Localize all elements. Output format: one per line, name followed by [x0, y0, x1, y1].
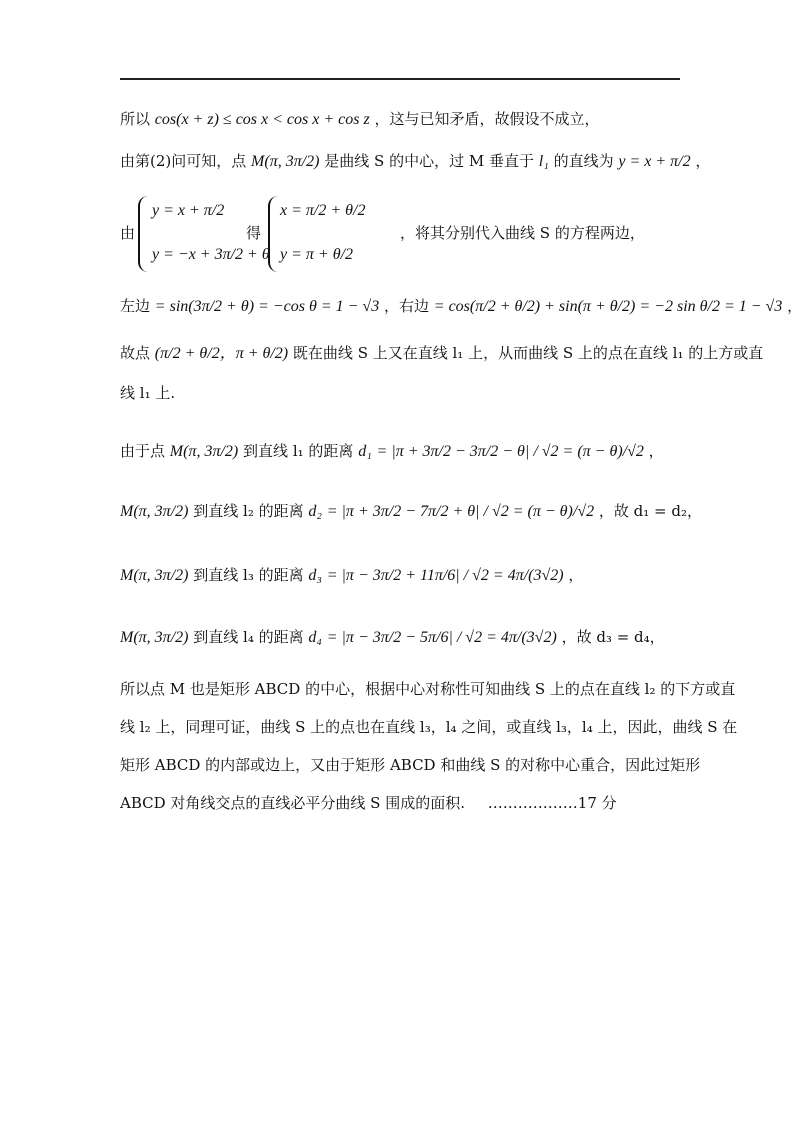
- d3-var: d₃: [308, 567, 322, 584]
- line2-end: ，: [695, 152, 711, 170]
- line4-left-label: 左边: [120, 297, 151, 315]
- conclusion-line-3: 矩形 ABCD 的内部或边上，又由于矩形 ABCD 和曲线 S 的对称中心重合，因此过矩形: [120, 756, 701, 774]
- system-eq1: y = x + π/2: [152, 202, 225, 219]
- line1-tail: ，这与已知矛盾，故假设不成立，: [374, 110, 600, 128]
- line-left-right: [120, 295, 802, 318]
- d3-mid: 到直线 l₃ 的距离: [193, 566, 304, 584]
- line2-tail: 的直线为: [553, 152, 614, 170]
- line-center-point: [120, 150, 710, 173]
- conclusion-line-1: 所以点 M 也是矩形 ABCD 的中心，根据中心对称性可知曲线 S 上的点在直线 l₂ 的下方或直: [120, 680, 736, 698]
- d1-var: d₁: [358, 443, 372, 460]
- d2-expr: = |π + 3π/2 − 7π/2 + θ| / √2 = (π − θ)/√2: [326, 503, 595, 520]
- line6: 线 l₁ 上.: [120, 384, 176, 402]
- line-distance-d2: [120, 500, 702, 523]
- line2-line-name: l₁: [538, 153, 549, 170]
- line2-point: M(π, 3π/2): [251, 153, 320, 170]
- line-point-on-curve: [120, 342, 763, 365]
- d2-mid: 到直线 l₂ 的距离: [193, 502, 304, 520]
- line-contradiction: [120, 108, 600, 131]
- line4-right-expr: = cos(π/2 + θ/2) + sin(π + θ/2) = −2 sin θ/2 = 1 − √3: [433, 298, 783, 315]
- d2-tail: ，故 d₁ = d₂，: [598, 502, 702, 520]
- d1-lead: 由于点: [120, 442, 166, 460]
- d4-point: M(π, 3π/2): [120, 629, 189, 646]
- system-eq2: y = −x + 3π/2 + θ: [152, 246, 270, 263]
- line4-right-label: ，右边: [383, 297, 429, 315]
- system-sol2: y = π + θ/2: [280, 246, 354, 263]
- line4-left-expr: = sin(3π/2 + θ) = −cos θ = 1 − √3: [154, 298, 380, 315]
- line4-end: ，: [787, 297, 802, 315]
- system-tail: ，将其分别代入曲线 S 的方程两边，: [400, 224, 645, 242]
- conclusion-line-4-text: ABCD 对角线交点的直线必平分曲线 S 围成的面积.: [120, 794, 465, 812]
- d3-end: ，: [568, 566, 584, 584]
- line-distance-d4: [120, 626, 665, 649]
- line2-eq: y = x + π/2: [618, 153, 691, 170]
- line2-lead: 由第(2)问可知，点: [120, 152, 247, 170]
- d2-point: M(π, 3π/2): [120, 503, 189, 520]
- conclusion-line-2: 线 l₂ 上，同理可证，曲线 S 上的点也在直线 l₃，l₄ 之间，或直线 l₃，l₄ 上，因此，曲线 S 在: [120, 718, 738, 736]
- d3-expr: = |π − 3π/2 + 11π/6| / √2 = 4π/(3√2): [326, 567, 564, 584]
- system-sol1: x = π/2 + θ/2: [280, 202, 366, 219]
- line1-expr: cos(x + z) ≤ cos x < cos x + cos z: [154, 111, 370, 128]
- d2-var: d₂: [308, 503, 322, 520]
- d1-end: ，: [648, 442, 664, 460]
- conclusion-line-4: [120, 792, 617, 814]
- line5-tail: 既在曲线 S 上又在直线 l₁ 上，从而曲线 S 上的点在直线 l₁ 的上方或直: [292, 344, 764, 362]
- line-distance-d3: [120, 564, 583, 587]
- d3-point: M(π, 3π/2): [120, 567, 189, 584]
- line5-lead: 故点: [120, 344, 151, 362]
- system-get: 得: [246, 224, 262, 242]
- d4-expr: = |π − 3π/2 − 5π/6| / √2 = 4π/(3√2): [326, 629, 557, 646]
- score-marker: ………………17 分: [487, 794, 617, 812]
- d1-mid: 到直线 l₁ 的距离: [243, 442, 354, 460]
- d4-var: d₄: [308, 629, 322, 646]
- system-prefix: 由: [120, 224, 136, 242]
- left-brace-2: [268, 196, 278, 272]
- d4-tail: ，故 d₃ = d₄，: [561, 628, 665, 646]
- d1-point: M(π, 3π/2): [169, 443, 239, 460]
- line5-point: (π/2 + θ/2，π + θ/2): [154, 345, 289, 362]
- d4-mid: 到直线 l₄ 的距离: [193, 628, 304, 646]
- line1-lead: 所以: [120, 110, 151, 128]
- d1-expr: = |π + 3π/2 − 3π/2 − θ| / √2 = (π − θ)/√2: [376, 443, 644, 460]
- left-brace-1: [138, 196, 148, 272]
- line-distance-d1: [120, 440, 664, 463]
- line2-mid: 是曲线 S 的中心，过 M 垂直于: [324, 152, 534, 170]
- top-rule: [120, 78, 680, 80]
